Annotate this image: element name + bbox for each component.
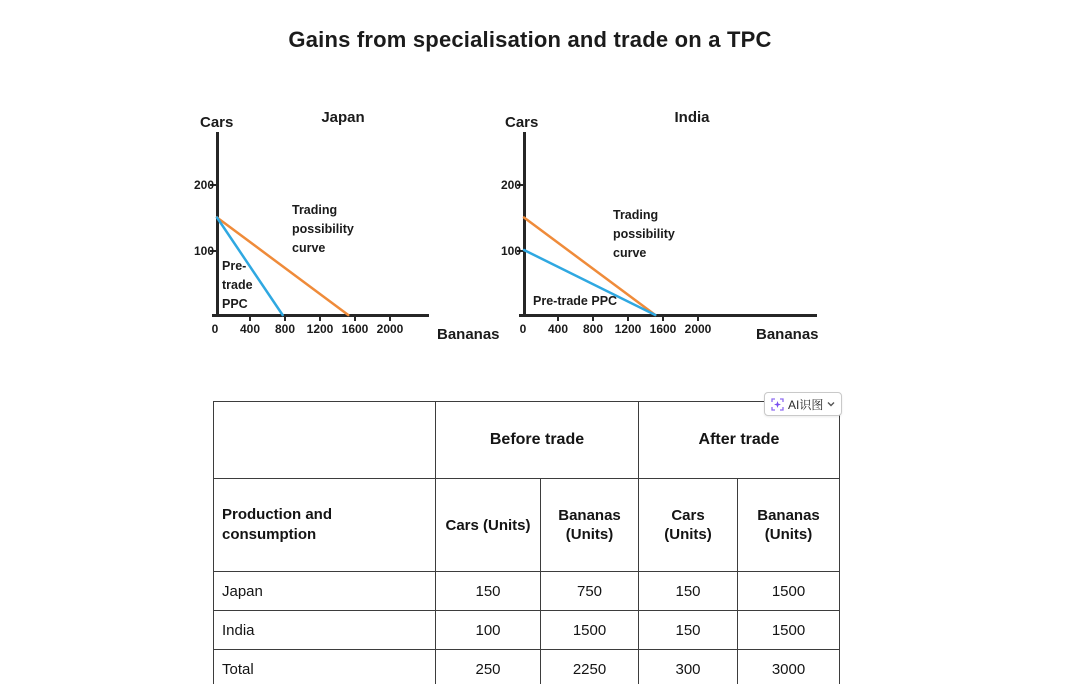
column-header xyxy=(639,479,738,572)
y-axis-label: Cars xyxy=(505,114,539,131)
x-tick-label: 400 xyxy=(547,322,569,336)
table-row xyxy=(214,650,840,684)
y-tick-label: 200 xyxy=(500,178,521,192)
column-header-label: Bananas (Units) xyxy=(558,507,621,543)
row-header xyxy=(214,479,436,572)
column-header xyxy=(738,479,840,572)
column-header-label: Cars (Units) xyxy=(664,507,712,543)
row-label: Japan xyxy=(214,572,436,611)
cell: 3000 xyxy=(738,650,840,684)
annotation-line: PPC xyxy=(222,297,248,311)
x-tick-label: 800 xyxy=(274,322,296,336)
cell: 1500 xyxy=(738,572,840,611)
ppc-annotation xyxy=(222,257,253,314)
cell: 150 xyxy=(639,611,738,650)
before-trade-header: Before trade xyxy=(436,402,639,479)
x-tick-label: 1200 xyxy=(614,322,642,336)
x-tick-label: 0 xyxy=(519,322,527,336)
ai-badge-label: AI识图 xyxy=(788,397,824,412)
cell: 1500 xyxy=(541,611,639,650)
cell: 300 xyxy=(639,650,738,684)
row-header-label: Production and consumption xyxy=(222,506,332,543)
x-tick-label: 1600 xyxy=(341,322,369,336)
chart-title: Japan xyxy=(321,109,365,126)
annotation-line: Trading xyxy=(613,208,659,222)
annotation-line: Pre- xyxy=(222,259,247,273)
annotation-line: Pre-trade PPC xyxy=(533,294,618,308)
y-axis-label: Cars xyxy=(200,114,234,131)
table-row xyxy=(214,572,840,611)
column-header-label: Bananas (Units) xyxy=(757,507,820,543)
annotation-line: curve xyxy=(613,246,647,260)
figure-title: Gains from specialisation and trade on a TPC xyxy=(288,27,772,52)
tpc-annotation xyxy=(613,206,675,263)
tpc-annotation xyxy=(292,201,354,258)
annotation-line: Trading xyxy=(292,203,338,217)
cell: 150 xyxy=(639,572,738,611)
x-tick-label: 800 xyxy=(582,322,604,336)
japan-chart xyxy=(186,105,516,350)
ai-scan-icon xyxy=(771,398,784,411)
y-tick-label: 200 xyxy=(193,178,214,192)
trade-table-grid xyxy=(213,401,840,684)
table-column-header-row xyxy=(214,479,840,572)
trade-table xyxy=(213,401,839,684)
x-axis-label: Bananas xyxy=(756,326,819,343)
column-header xyxy=(541,479,639,572)
empty-header-cell xyxy=(214,402,436,479)
annotation-line: trade xyxy=(222,278,253,292)
cell: 150 xyxy=(436,572,541,611)
annotation-line: possibility xyxy=(613,227,675,241)
x-tick-label: 2000 xyxy=(684,322,712,336)
annotation-line: curve xyxy=(292,241,326,255)
column-header: Cars (Units) xyxy=(436,479,541,572)
chart-title: India xyxy=(674,109,710,126)
ai-recognize-badge[interactable] xyxy=(764,392,842,416)
chevron-down-icon[interactable] xyxy=(827,401,835,407)
cell: 250 xyxy=(436,650,541,684)
x-tick-label: 0 xyxy=(211,322,219,336)
annotation-line: possibility xyxy=(292,222,354,236)
cell: 750 xyxy=(541,572,639,611)
y-tick-label: 100 xyxy=(500,244,521,258)
table-group-header-row xyxy=(214,402,840,479)
x-tick-label: 1200 xyxy=(306,322,334,336)
x-tick-label: 400 xyxy=(239,322,261,336)
table-row xyxy=(214,611,840,650)
x-tick-label: 1600 xyxy=(649,322,677,336)
after-trade-header: After trade xyxy=(639,402,840,479)
x-tick-label: 2000 xyxy=(376,322,404,336)
ppc-annotation xyxy=(533,292,617,311)
cell: 100 xyxy=(436,611,541,650)
india-chart xyxy=(495,105,840,350)
x-axis-label: Bananas xyxy=(437,326,500,343)
row-label: Total xyxy=(214,650,436,684)
y-tick-label: 100 xyxy=(193,244,214,258)
row-label: India xyxy=(214,611,436,650)
cell: 2250 xyxy=(541,650,639,684)
cell: 1500 xyxy=(738,611,840,650)
